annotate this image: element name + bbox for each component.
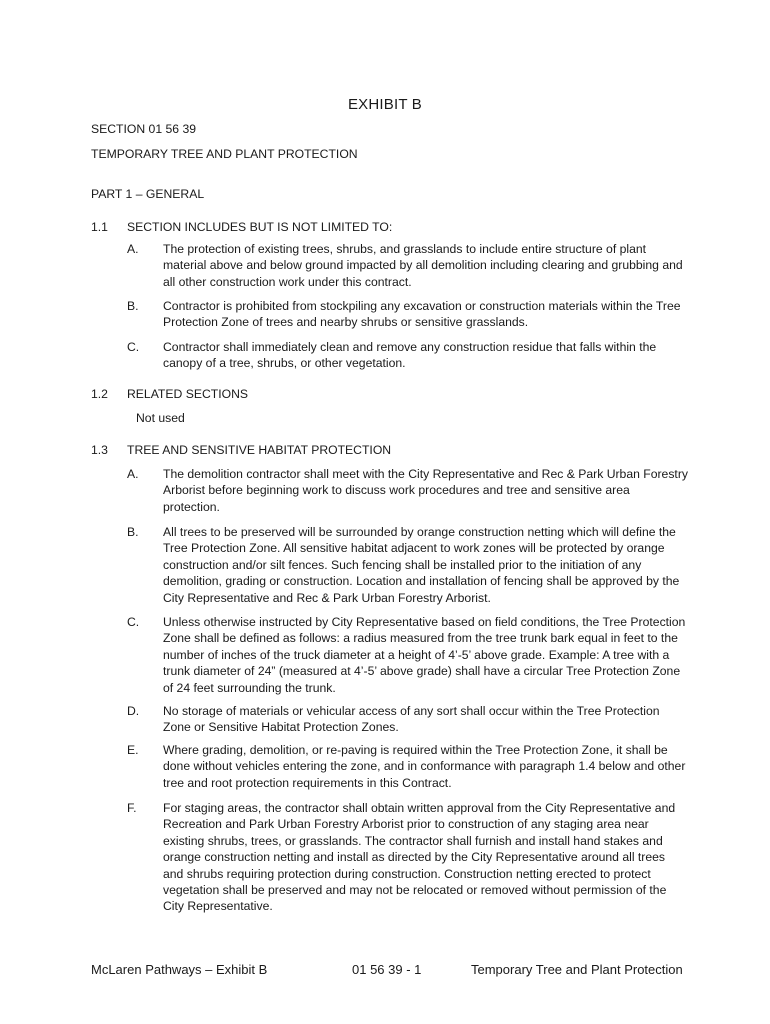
subsection-number: 1.1	[91, 220, 108, 234]
exhibit-title: EXHIBIT B	[347, 96, 423, 113]
item-letter: A.	[127, 467, 139, 481]
item-letter: C.	[127, 340, 140, 354]
item-letter: C.	[127, 615, 140, 629]
item-letter: F.	[127, 801, 137, 815]
item-letter: D.	[127, 704, 140, 718]
item-text: The protection of existing trees, shrubs, and grasslands to include entire structure of plant material above and below ground impacted by all demolition including clearing and grubbing and all other construction work under this contract.	[163, 242, 683, 289]
item-letter: E.	[127, 743, 139, 757]
item-text: Where grading, demolition, or re-paving is required within the Tree Protection Zone, it shall be done without vehicles entering the zone, and in conformance with paragraph 1.4 below and other tree and root protection requirements in this Contract.	[163, 743, 686, 790]
section-title: TEMPORARY TREE AND PLANT PROTECTION	[91, 147, 358, 161]
subsection-heading: SECTION INCLUDES BUT IS NOT LIMITED TO:	[127, 220, 393, 234]
footer-page-number: 01 56 39 - 1	[352, 962, 422, 977]
item-text: Contractor shall immediately clean and remove any construction residue that falls within the canopy of a tree, shrubs, or other vegetation.	[163, 340, 657, 371]
section-number: SECTION 01 56 39	[91, 122, 196, 136]
item-text: Unless otherwise instructed by City Representative based on field conditions, the Tree Protection Zone shall be defined as follows: a radius measured from the tree trunk bark equal in feet to the number of inches of the truck diameter at a height of 4’-5’ above grade. Example: A tree with a trunk diameter of 24” (measured at 4’-5’ above grade) shall have a circular Tree Protection Zone of 24 feet surrounding the trunk.	[163, 615, 686, 695]
subsection-note: Not used	[136, 411, 185, 425]
footer-section-title: Temporary Tree and Plant Protection	[471, 962, 683, 977]
item-letter: B.	[127, 299, 139, 313]
subsection-heading: TREE AND SENSITIVE HABITAT PROTECTION	[127, 443, 392, 457]
subsection-number: 1.3	[91, 443, 108, 457]
part-heading: PART 1 – GENERAL	[91, 187, 205, 201]
item-text: The demolition contractor shall meet with the City Representative and Rec & Park Urban Forestry Arborist before beginning work to discuss work procedures and tree and sensitive area protection.	[163, 467, 688, 514]
item-letter: B.	[127, 525, 139, 539]
item-text: Contractor is prohibited from stockpiling any excavation or construction materials within the Tree Protection Zone of trees and nearby shrubs or sensitive grasslands.	[163, 299, 681, 330]
item-text: No storage of materials or vehicular access of any sort shall occur within the Tree Protection Zone or Sensitive Habitat Protection Zones.	[163, 704, 660, 735]
item-text: For staging areas, the contractor shall obtain written approval from the City Representative and Recreation and Park Urban Forestry Arborist prior to construction of any staging area near existing shrubs, trees, or grasslands. The contractor shall furnish and install hand stakes and orange construction netting and install as directed by the City Representative around all trees and shrubs requiring protection during construction. Construction netting erected to protect vegetation shall be preserved and may not be relocated or removed without permission of the City Representative.	[163, 801, 676, 914]
item-text: All trees to be preserved will be surrounded by orange construction netting which will define the Tree Protection Zone. All sensitive habitat adjacent to work zones will be protected by orange construction and/or silt fences. Such fencing shall be installed prior to the initiation of any demolition, grading or construction. Location and installation of fencing shall be approved by the City Representative and Rec & Park Urban Forestry Arborist.	[163, 525, 680, 605]
item-letter: A.	[127, 242, 139, 256]
footer-document-name: McLaren Pathways – Exhibit B	[91, 962, 268, 977]
subsection-heading: RELATED SECTIONS	[127, 387, 248, 401]
subsection-number: 1.2	[91, 387, 108, 401]
